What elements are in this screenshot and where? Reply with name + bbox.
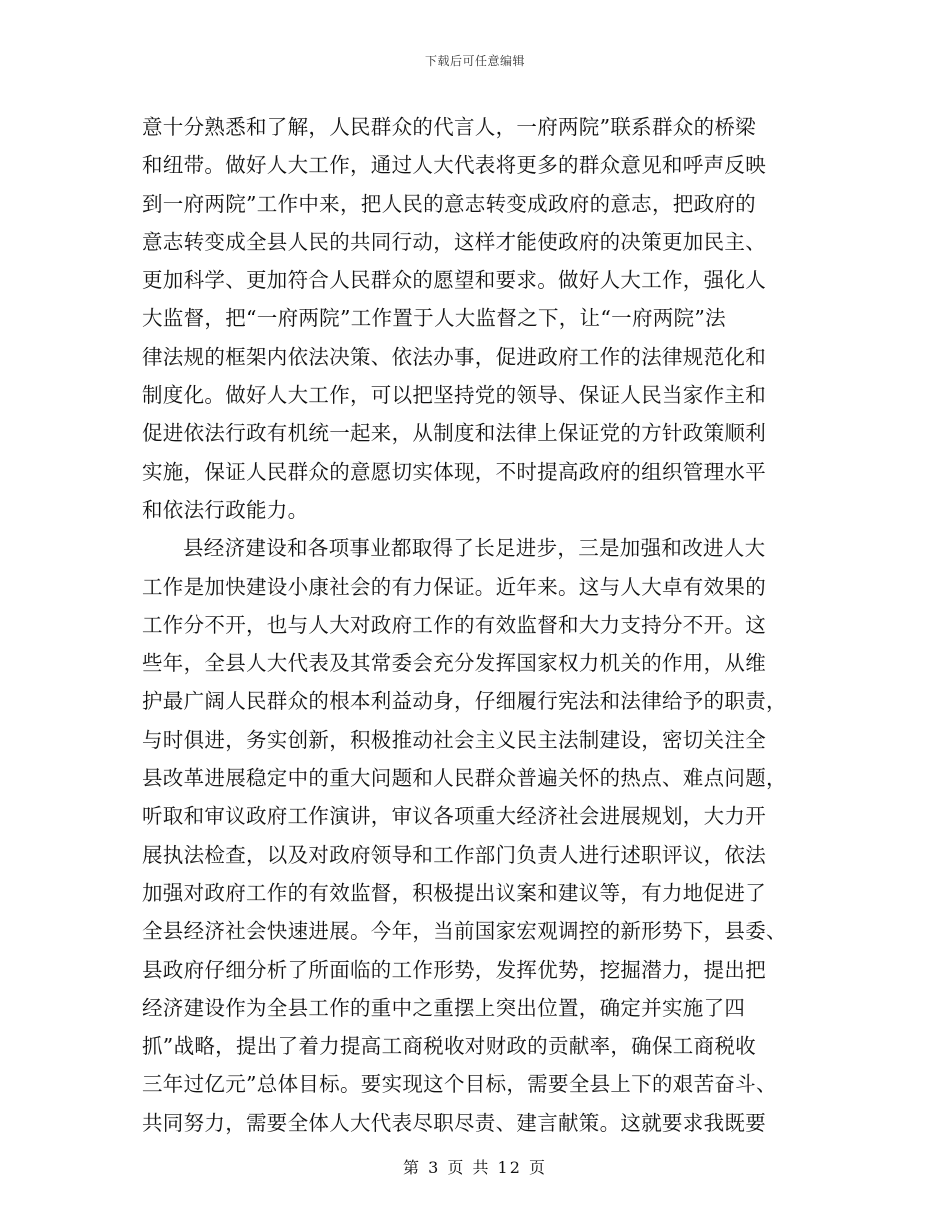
body-line-14: 工作分不开，也与人大对政府工作的有效监督和大力支持分不开。这 (142, 612, 766, 637)
body-line-13: 工作是加快建设小康社会的有力保证。近年来。这与人大卓有效果的 (142, 574, 766, 599)
body-line-9: 促进依法行政有机统一起来，从制度和法律上保证党的方针政策顺利 (142, 421, 766, 446)
body-line-21: 加强对政府工作的有效监督，积极提出议案和建议等，有力地促进了 (142, 880, 766, 905)
body-line-26: 三年过亿元”总体目标。要实现这个目标，需要全县上下的艰苦奋斗、 (142, 1072, 777, 1097)
body-line-11: 和依法行政能力。 (142, 497, 309, 522)
body-line-15: 些年，全县人大代表及其常委会充分发挥国家权力机关的作用，从维 (142, 651, 766, 676)
body-line-2: 和纽带。做好人大工作，通过人大代表将更多的群众意见和呼声反映 (142, 153, 766, 178)
body-line-7: 律法规的框架内依法决策、依法办事，促进政府工作的法律规范化和 (142, 344, 766, 369)
body-line-1: 意十分熟悉和了解，人民群众的代言人，一府两院”联系群众的桥梁 (142, 115, 756, 139)
body-line-27: 共同努力，需要全体人大代表尽职尽责、建言献策。这就要求我既要 (142, 1110, 766, 1135)
body-line-6: 大监督，把“一府两院”工作置于人大监督之下，让“一府两院”法 (142, 306, 726, 331)
body-line-3: 到一府两院”工作中来，把人民的意志转变成政府的意志，把政府的 (142, 191, 756, 216)
body-line-10: 实施，保证人民群众的意愿切实体现，不时提高政府的组织管理水平 (142, 459, 766, 484)
body-line-8: 制度化。做好人大工作，可以把坚持党的领导、保证人民当家作主和 (142, 383, 766, 408)
body-line-19: 听取和审议政府工作演讲，审议各项重大经济社会进展规划，大力开 (142, 804, 766, 829)
document-body (142, 108, 802, 1142)
body-line-22: 全县经济社会快速进展。今年，当前国家宏观调控的新形势下，县委、 (142, 919, 787, 944)
body-line-4: 意志转变成全县人民的共同行动，这样才能使政府的决策更加民主、 (142, 229, 766, 254)
body-line-16: 护最广阔人民群众的根本利益动身，仔细履行宪法和法律给予的职责， (142, 689, 787, 714)
body-line-5: 更加科学、更加符合人民群众的愿望和要求。做好人大工作，强化人 (142, 268, 766, 293)
body-line-18: 县改革进展稳定中的重大问题和人民群众普遍关怀的热点、难点问题， (142, 766, 787, 791)
page-number-footer: 第 3 页 共 12 页 (403, 1158, 547, 1177)
body-line-24: 经济建设作为全县工作的重中之重摆上突出位置，确定并实施了四 (142, 995, 746, 1020)
page-header-note: 下载后可任意编辑 (424, 54, 525, 68)
body-line-17: 与时俱进，务实创新，积极推动社会主义民主法制建设，密切关注全 (142, 727, 766, 752)
paragraph-start-line: 县经济建设和各项事业都取得了长足进步，三是加强和改进人大 (183, 536, 766, 561)
body-line-25: 抓”战略，提出了着力提高工商税收对财政的贡献率，确保工商税收 (142, 1034, 756, 1059)
body-line-23: 县政府仔细分析了所面临的工作形势，发挥优势，挖掘潜力，提出把 (142, 957, 766, 982)
body-line-20: 展执法检查，以及对政府领导和工作部门负责人进行述职评议，依法 (142, 842, 766, 867)
